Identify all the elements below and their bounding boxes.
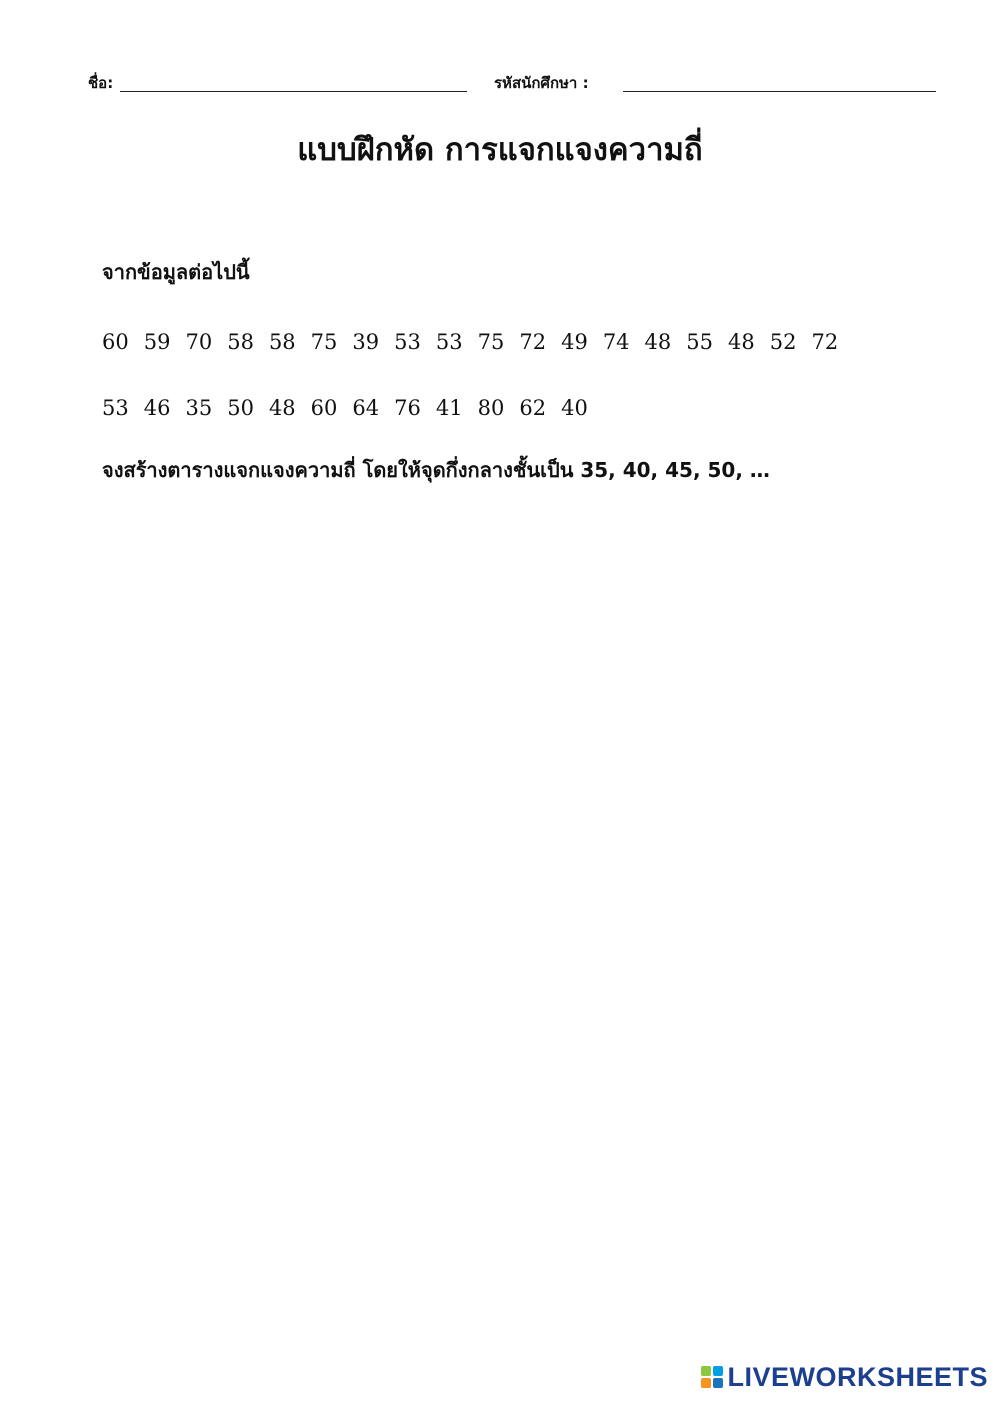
logo-cell [713,1366,723,1376]
intro-text: จากข้อมูลต่อไปนี้ [102,260,250,284]
data-value: 75 [310,330,338,354]
data-value: 80 [477,396,505,420]
data-value: 58 [268,330,296,354]
data-value: 39 [352,330,380,354]
data-value: 53 [394,330,421,354]
data-value: 58 [227,330,254,354]
name-field[interactable] [120,91,467,92]
logo-icon [701,1366,723,1388]
data-value: 64 [352,396,380,420]
student-id-field[interactable] [623,91,936,92]
data-values-row-2 [102,392,603,424]
data-value: 62 [519,396,547,420]
data-value: 48 [728,330,755,354]
data-value: 55 [686,330,714,354]
data-value: 50 [227,396,254,420]
data-value: 40 [561,396,588,420]
data-value: 74 [602,330,630,354]
student-info-header [88,72,936,96]
data-value: 41 [435,396,463,420]
data-value: 49 [561,330,588,354]
logo-text: LIVEWORKSHEETS [727,1362,988,1392]
data-value: 59 [143,330,171,354]
data-value: 53 [435,330,463,354]
data-value: 72 [519,330,547,354]
liveworksheets-logo [701,1362,988,1392]
page-title: แบบฝึกหัด การแจกแจงความถี่ [297,132,703,168]
data-value: 60 [102,330,129,354]
logo-cell [701,1378,711,1388]
logo-cell [713,1378,723,1388]
data-value: 46 [143,396,171,420]
data-value: 76 [394,396,421,420]
data-value: 35 [185,396,213,420]
name-label: ชื่อ: [88,74,114,92]
student-id-label: รหัสนักศึกษา : [494,74,589,92]
data-value: 48 [644,330,672,354]
instruction-text: จงสร้างตารางแจกแจงความถี่ โดยให้จุดกึ่งกลางชั้นเป็น 35, 40, 45, 50, … [102,458,770,482]
data-value: 70 [185,330,213,354]
logo-cell [701,1366,711,1376]
data-value: 53 [102,396,129,420]
data-value: 52 [769,330,797,354]
data-value: 60 [310,396,338,420]
data-value: 72 [811,330,839,354]
data-value: 75 [477,330,505,354]
data-value: 48 [268,396,296,420]
data-values-row-1 [102,326,853,358]
